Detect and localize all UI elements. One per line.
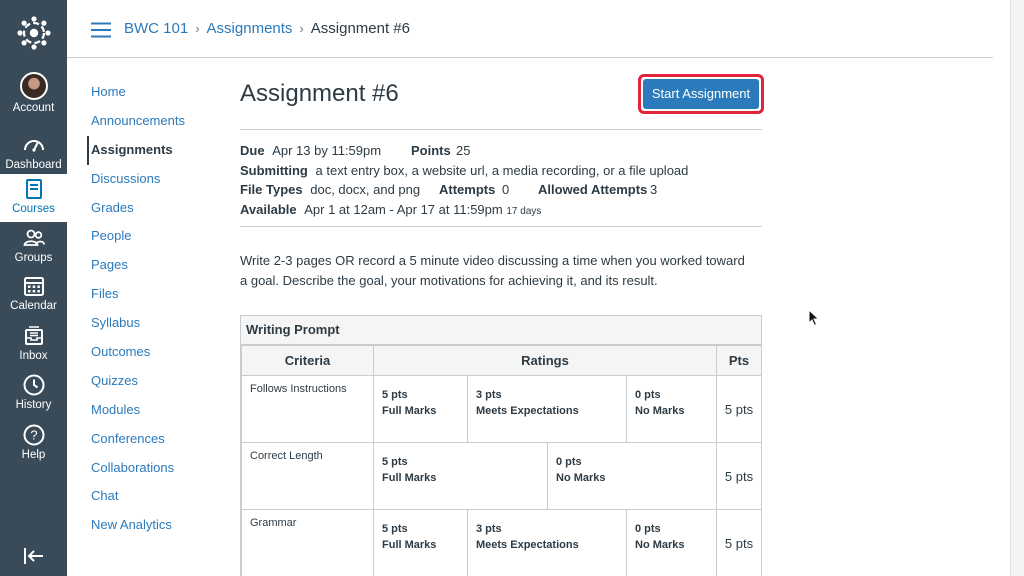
rating-cell (626, 510, 716, 576)
rating-cell (374, 443, 547, 509)
breadcrumb-separator-2: › (299, 21, 304, 36)
nav-calendar[interactable] (0, 274, 67, 322)
course-nav-files[interactable]: Files (91, 286, 119, 302)
nav-inbox[interactable] (0, 324, 67, 372)
available-label: Available (240, 201, 297, 217)
hamburger-menu-icon[interactable] (91, 22, 111, 38)
rubric-title: Writing Prompt (241, 316, 761, 345)
rubric-criterion: Follows Instructions (242, 376, 374, 443)
rubric-ratings (374, 376, 717, 443)
nav-groups-label: Groups (14, 252, 53, 264)
points-value: 25 (456, 143, 471, 158)
help-icon (22, 423, 46, 447)
global-nav (0, 0, 67, 576)
submitting-value: a text entry box, a website url, a media recording, or a file upload (315, 162, 689, 178)
rating-pts: 3 pts (476, 523, 502, 535)
course-nav-new-analytics[interactable]: New Analytics (91, 517, 172, 533)
nav-dashboard-label: Dashboard (5, 159, 62, 171)
rubric-header-ratings: Ratings (374, 346, 717, 376)
courses-icon (22, 177, 46, 201)
breadcrumb (124, 20, 410, 37)
nav-help-label: Help (21, 449, 46, 461)
divider-top (240, 129, 762, 130)
rubric-ratings (374, 443, 717, 510)
nav-groups[interactable] (0, 226, 67, 274)
course-nav-syllabus[interactable]: Syllabus (91, 315, 141, 331)
points-label: Points (411, 143, 451, 158)
start-assignment-button[interactable] (638, 74, 764, 114)
submitting-label: Submitting (240, 162, 308, 178)
attempts-label: Attempts (439, 182, 496, 197)
rating-label: Full Marks (382, 472, 437, 484)
rating-pts: 0 pts (635, 523, 661, 535)
breadcrumb-current: Assignment #6 (310, 20, 410, 37)
rubric-row (242, 376, 762, 443)
rubric-header-criteria: Criteria (242, 346, 374, 376)
breadcrumb-course-link[interactable]: BWC 101 (124, 20, 189, 37)
rating-label: Full Marks (382, 405, 437, 417)
canvas-logo-icon[interactable] (16, 15, 52, 51)
dashboard-icon (22, 133, 46, 157)
rating-cell (467, 510, 626, 576)
rubric-table (241, 345, 762, 576)
rubric-row-total: 5 pts (717, 376, 762, 443)
course-nav-outcomes[interactable]: Outcomes (91, 344, 151, 360)
breadcrumb-assignments-link[interactable]: Assignments (206, 20, 293, 37)
rating-cell (547, 443, 716, 509)
page-header (67, 0, 993, 58)
rating-pts: 5 pts (382, 523, 408, 535)
nav-help[interactable] (0, 423, 67, 471)
breadcrumb-separator-1: › (195, 21, 200, 36)
calendar-icon (22, 274, 46, 298)
rating-pts: 3 pts (476, 389, 502, 401)
allowed-attempts-value: 3 (650, 182, 658, 197)
rating-label: No Marks (635, 539, 685, 551)
rubric-criterion: Correct Length (242, 443, 374, 510)
file-types-label: File Types (240, 182, 303, 197)
course-nav-grades[interactable]: Grades (91, 199, 134, 215)
due-label: Due (240, 143, 265, 158)
course-nav (87, 78, 217, 540)
nav-history[interactable] (0, 373, 67, 421)
assignment-details (240, 141, 688, 219)
course-nav-home[interactable]: Home (91, 84, 126, 99)
course-nav-announcements[interactable]: Announcements (91, 112, 185, 128)
available-value: Apr 1 at 12am - Apr 17 at 11:59pm (304, 201, 503, 217)
available-days: 17 days (506, 205, 542, 217)
course-nav-pages[interactable]: Pages (91, 257, 128, 273)
nav-account[interactable] (0, 72, 67, 120)
allowed-attempts-label: Allowed Attempts (538, 182, 648, 197)
assignment-description: Write 2-3 pages OR record a 5 minute video discussing a time when you worked toward a goal. Describe the goal, your motivations for achieving it, and its result. (240, 253, 745, 288)
rating-pts: 5 pts (382, 456, 408, 468)
page-scrollbar[interactable] (1010, 0, 1024, 576)
nav-inbox-label: Inbox (19, 350, 48, 362)
rubric-header-pts: Pts (717, 346, 762, 376)
course-nav-assignments[interactable]: Assignments (87, 136, 217, 165)
inbox-icon (22, 324, 46, 348)
nav-history-label: History (15, 399, 52, 411)
course-nav-discussions[interactable]: Discussions (91, 170, 161, 186)
rating-label: Meets Expectations (476, 405, 579, 417)
course-nav-conferences[interactable]: Conferences (91, 430, 165, 446)
due-value: Apr 13 by 11:59pm (272, 143, 382, 158)
course-nav-chat[interactable]: Chat (91, 488, 119, 504)
rubric-criterion: Grammar (242, 510, 374, 576)
rubric-ratings (374, 510, 717, 576)
rating-pts: 0 pts (635, 389, 661, 401)
rating-cell (626, 376, 716, 442)
page-title: Assignment #6 (240, 80, 399, 107)
nav-courses[interactable] (0, 174, 67, 222)
rubric-row-total: 5 pts (717, 443, 762, 510)
rubric-row (242, 510, 762, 576)
attempts-value: 0 (502, 182, 510, 197)
rating-pts: 0 pts (556, 456, 582, 468)
rating-label: No Marks (635, 405, 685, 417)
start-assignment-label: Start Assignment (643, 79, 759, 109)
rubric-row-total: 5 pts (717, 510, 762, 576)
rating-cell (374, 510, 467, 576)
rating-cell (467, 376, 626, 442)
rating-label: No Marks (556, 472, 606, 484)
course-nav-people[interactable]: People (91, 228, 132, 244)
rating-label: Full Marks (382, 539, 437, 551)
svg-text:?: ? (29, 427, 38, 443)
groups-icon (22, 226, 46, 250)
rating-cell (374, 376, 467, 442)
nav-courses-label: Courses (12, 203, 55, 215)
rubric-header-row (242, 346, 762, 376)
course-nav-quizzes[interactable]: Quizzes (91, 372, 138, 388)
avatar (20, 72, 48, 100)
rubric (240, 315, 762, 576)
course-nav-modules[interactable]: Modules (91, 401, 141, 417)
file-types-value: doc, docx, and png (310, 182, 421, 197)
mouse-cursor-icon (808, 309, 820, 327)
rating-pts: 5 pts (382, 389, 408, 401)
collapse-nav-icon[interactable] (22, 545, 46, 567)
rating-label: Meets Expectations (476, 539, 579, 551)
divider-details (240, 226, 762, 227)
history-icon (22, 373, 46, 397)
nav-calendar-label: Calendar (10, 300, 57, 312)
nav-account-label: Account (12, 102, 55, 114)
rubric-row (242, 443, 762, 510)
course-nav-collaborations[interactable]: Collaborations (91, 459, 175, 475)
